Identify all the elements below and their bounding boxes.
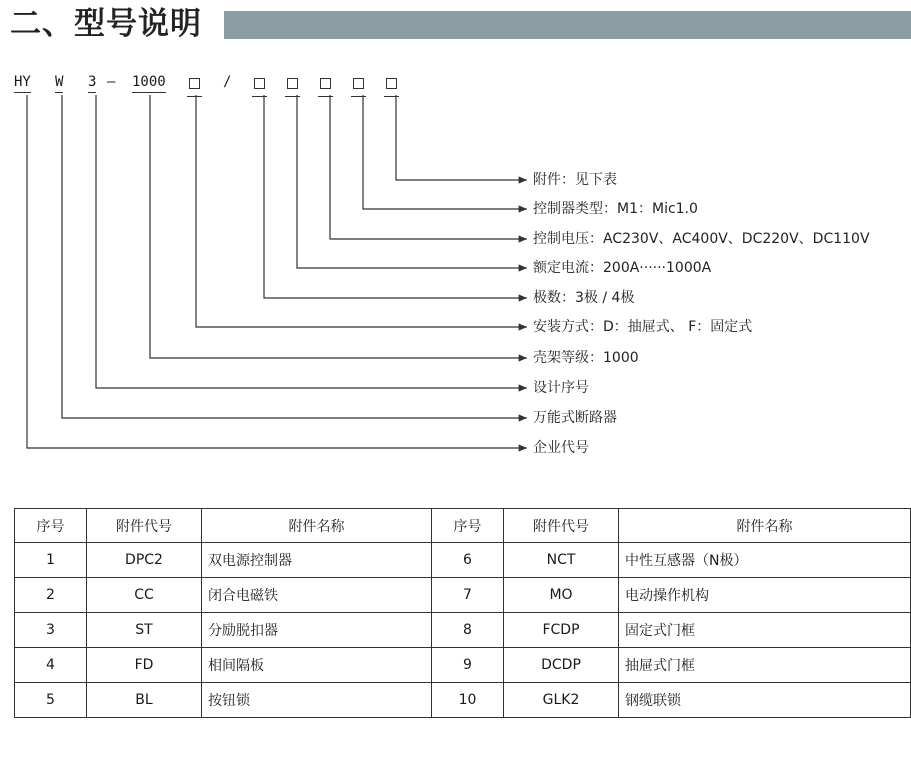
code-part-design: 3 — [88, 74, 96, 93]
table-cell: 5 — [15, 683, 87, 718]
explanation-type: 万能式断路器 — [533, 410, 617, 426]
table-cell: MO — [504, 578, 619, 613]
table-cell: 1 — [15, 543, 87, 578]
table-cell: 7 — [432, 578, 504, 613]
code-part-enterprise: HY — [14, 74, 31, 93]
explanation-voltage: 控制电压：AC230V、AC400V、DC220V、DC110V — [533, 231, 870, 247]
header-cell: 附件代号 — [87, 509, 202, 543]
explanation-poles: 极数：3极 / 4极 — [533, 290, 635, 306]
table-cell: NCT — [504, 543, 619, 578]
table-cell: 固定式门框 — [619, 613, 911, 648]
explanation-enterprise: 企业代号 — [533, 440, 589, 456]
table-row — [15, 613, 911, 648]
code-part-type: W — [55, 74, 63, 93]
table-cell: BL — [87, 683, 202, 718]
table-cell: 闭合电磁铁 — [202, 578, 432, 613]
table-cell: 3 — [15, 613, 87, 648]
table-row — [15, 543, 911, 578]
header-cell: 序号 — [432, 509, 504, 543]
code-slash: / — [223, 74, 232, 90]
table-cell: 4 — [15, 648, 87, 683]
table-cell: 6 — [432, 543, 504, 578]
header-cell: 附件名称 — [619, 509, 911, 543]
table-row — [15, 578, 911, 613]
table-row — [15, 648, 911, 683]
header-cell: 附件名称 — [202, 509, 432, 543]
table-cell: 钢缆联锁 — [619, 683, 911, 718]
table-cell: 按钮锁 — [202, 683, 432, 718]
header-cell: 附件代号 — [504, 509, 619, 543]
explanation-accessory: 附件：见下表 — [533, 172, 617, 188]
table-cell: 2 — [15, 578, 87, 613]
explanation-install: 安装方式：D：抽屉式、 F：固定式 — [533, 319, 753, 335]
table-cell: 双电源控制器 — [202, 543, 432, 578]
explanation-controller: 控制器类型：M1：Mic1.0 — [533, 201, 698, 217]
table-cell: GLK2 — [504, 683, 619, 718]
header-cell: 序号 — [15, 509, 87, 543]
explanation-current: 额定电流：200A······1000A — [533, 260, 712, 276]
table-cell: FD — [87, 648, 202, 683]
table-cell: 10 — [432, 683, 504, 718]
code-dash: — — [107, 74, 116, 90]
table-cell: 抽屉式门框 — [619, 648, 911, 683]
section-title: 二、型号说明 — [10, 6, 202, 42]
table-cell: CC — [87, 578, 202, 613]
explanation-design: 设计序号 — [533, 380, 589, 396]
table-row — [15, 683, 911, 718]
table-cell: DPC2 — [87, 543, 202, 578]
accessory-table — [14, 508, 911, 718]
explanation-frame: 壳架等级：1000 — [533, 350, 639, 366]
table-cell: FCDP — [504, 613, 619, 648]
table-cell: 中性互感器（N极） — [619, 543, 911, 578]
code-part-frame: 1000 — [132, 74, 166, 93]
table-cell: 9 — [432, 648, 504, 683]
table-cell: DCDP — [504, 648, 619, 683]
table-cell: 分励脱扣器 — [202, 613, 432, 648]
table-cell: ST — [87, 613, 202, 648]
table-header-row — [15, 509, 911, 543]
table-cell: 电动操作机构 — [619, 578, 911, 613]
table-cell: 相间隔板 — [202, 648, 432, 683]
table-cell: 8 — [432, 613, 504, 648]
